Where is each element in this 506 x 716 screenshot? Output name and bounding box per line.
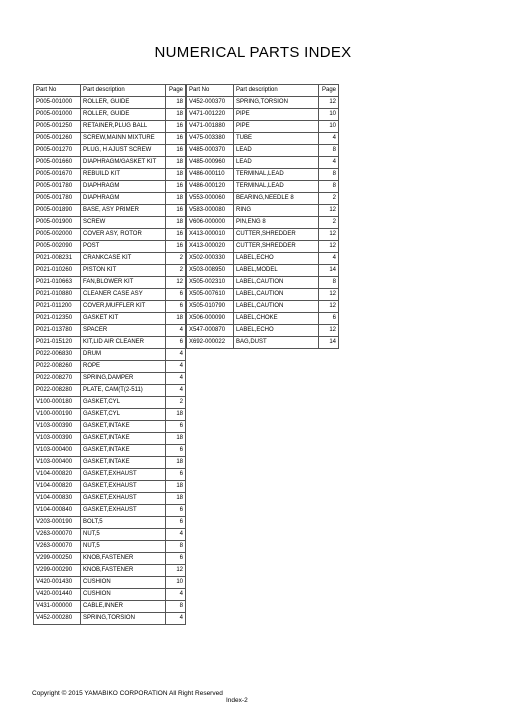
part-description-cell: SPRING,TORSION — [81, 613, 166, 625]
page-cell: 6 — [166, 505, 186, 517]
part-number-cell: P021-015120 — [34, 337, 81, 349]
part-number-cell: V420-001430 — [34, 577, 81, 589]
table-row — [34, 373, 186, 385]
part-number-cell: V452-000280 — [34, 613, 81, 625]
table-row — [34, 385, 186, 397]
part-number-cell: P005-001780 — [34, 181, 81, 193]
table-row — [187, 253, 339, 265]
page-cell: 8 — [319, 277, 339, 289]
table-row — [34, 133, 186, 145]
part-description-cell: GASKET,INTAKE — [81, 457, 166, 469]
part-description-cell: GASKET,EXHAUST — [81, 469, 166, 481]
table-row — [187, 157, 339, 169]
page-number: Index-2 — [226, 697, 248, 704]
page-cell: 8 — [166, 601, 186, 613]
part-description-cell: BOLT,5 — [81, 517, 166, 529]
part-number-cell: V104-000820 — [34, 481, 81, 493]
table-row — [187, 97, 339, 109]
parts-table-left — [33, 84, 186, 625]
header-description: Part description — [81, 85, 166, 97]
table-row — [34, 613, 186, 625]
part-description-cell: REBUILD KIT — [81, 169, 166, 181]
page-cell: 6 — [166, 337, 186, 349]
table-row — [34, 253, 186, 265]
part-number-cell: X503-008950 — [187, 265, 234, 277]
part-description-cell: LABEL,CAUTION — [234, 277, 319, 289]
part-number-cell: P005-002000 — [34, 229, 81, 241]
page-cell: 16 — [166, 241, 186, 253]
header-part-no: Part No — [187, 85, 234, 97]
part-description-cell: CUTTER,SHREDDER — [234, 241, 319, 253]
part-number-cell: V471-001220 — [187, 109, 234, 121]
part-description-cell: ROLLER, GUIDE — [81, 97, 166, 109]
part-description-cell: DIAPHRAGM — [81, 193, 166, 205]
part-description-cell: ROLLER, GUIDE — [81, 109, 166, 121]
part-description-cell: BAG,DUST — [234, 337, 319, 349]
part-description-cell: GASKET,INTAKE — [81, 445, 166, 457]
page-cell: 10 — [319, 109, 339, 121]
part-description-cell: SPRING,TORSION — [234, 97, 319, 109]
page-cell: 18 — [166, 109, 186, 121]
page-cell: 18 — [166, 169, 186, 181]
table-row — [187, 265, 339, 277]
part-number-cell: P021-008231 — [34, 253, 81, 265]
table-row — [34, 397, 186, 409]
part-number-cell: P005-001890 — [34, 205, 81, 217]
part-number-cell: V471-001880 — [187, 121, 234, 133]
page-cell: 4 — [166, 385, 186, 397]
part-number-cell: P005-001270 — [34, 145, 81, 157]
part-number-cell: V103-000390 — [34, 433, 81, 445]
page-cell: 2 — [166, 397, 186, 409]
part-description-cell: LABEL,CHOKE — [234, 313, 319, 325]
part-description-cell: CABLE,INNER — [81, 601, 166, 613]
table-row — [187, 169, 339, 181]
part-number-cell: X547-000870 — [187, 325, 234, 337]
part-number-cell: P021-013780 — [34, 325, 81, 337]
part-description-cell: COVER ASY, ROTOR — [81, 229, 166, 241]
part-number-cell: V100-000180 — [34, 397, 81, 409]
table-row — [34, 565, 186, 577]
part-number-cell: P005-001900 — [34, 217, 81, 229]
table-row — [34, 109, 186, 121]
table-header-row — [34, 85, 186, 97]
part-number-cell: X505-002310 — [187, 277, 234, 289]
page-cell: 8 — [319, 181, 339, 193]
table-row — [34, 589, 186, 601]
page-cell: 2 — [319, 217, 339, 229]
part-number-cell: P005-001660 — [34, 157, 81, 169]
page-cell: 6 — [166, 289, 186, 301]
part-description-cell: GASKET,CYL — [81, 409, 166, 421]
table-row — [34, 493, 186, 505]
table-row — [187, 217, 339, 229]
part-description-cell: LEAD — [234, 157, 319, 169]
part-description-cell: COVER,MUFFLER KIT — [81, 301, 166, 313]
part-number-cell: V104-000840 — [34, 505, 81, 517]
table-row — [34, 601, 186, 613]
part-number-cell: V104-000830 — [34, 493, 81, 505]
part-description-cell: RING — [234, 205, 319, 217]
page-cell: 16 — [166, 205, 186, 217]
page-cell: 8 — [319, 169, 339, 181]
part-description-cell: PLATE, CAM(T(2-511) — [81, 385, 166, 397]
part-description-cell: CUSHION — [81, 589, 166, 601]
table-row — [34, 313, 186, 325]
part-description-cell: BASE, ASY PRIMER — [81, 205, 166, 217]
page-title: NUMERICAL PARTS INDEX — [154, 44, 352, 61]
part-description-cell: ROPE — [81, 361, 166, 373]
part-description-cell: RETAINER,PLUG BALL — [81, 121, 166, 133]
table-row — [187, 337, 339, 349]
part-number-cell: P005-001000 — [34, 97, 81, 109]
table-row — [34, 325, 186, 337]
part-number-cell: P022-008270 — [34, 373, 81, 385]
part-number-cell: V583-000080 — [187, 205, 234, 217]
page-cell: 14 — [319, 337, 339, 349]
header-part-no: Part No — [34, 85, 81, 97]
part-description-cell: PIPE — [234, 109, 319, 121]
part-description-cell: NUT,5 — [81, 541, 166, 553]
part-number-cell: X502-000330 — [187, 253, 234, 265]
copyright-notice: Copyright © 2015 YAMABIKO CORPORATION All Right Reserved — [32, 690, 223, 697]
part-description-cell: CUSHION — [81, 577, 166, 589]
part-number-cell: V103-000400 — [34, 457, 81, 469]
header-page: Page — [319, 85, 339, 97]
page-cell: 10 — [319, 121, 339, 133]
table-row — [34, 505, 186, 517]
page-cell: 12 — [166, 565, 186, 577]
page-cell: 18 — [166, 433, 186, 445]
part-number-cell: V100-000190 — [34, 409, 81, 421]
page-cell: 18 — [166, 481, 186, 493]
part-description-cell: KNOB,FASTENER — [81, 565, 166, 577]
page-cell: 4 — [166, 529, 186, 541]
part-number-cell: P005-001780 — [34, 193, 81, 205]
table-row — [34, 541, 186, 553]
part-description-cell: CLEANER CASE ASY — [81, 289, 166, 301]
table-row — [34, 445, 186, 457]
part-number-cell: V299-000250 — [34, 553, 81, 565]
table-row — [187, 109, 339, 121]
page-cell: 18 — [166, 313, 186, 325]
page-cell: 4 — [166, 373, 186, 385]
part-description-cell: SCREW,MAINN MIXTURE — [81, 133, 166, 145]
part-number-cell: X692-000022 — [187, 337, 234, 349]
part-description-cell: PIPE — [234, 121, 319, 133]
header-description: Part description — [234, 85, 319, 97]
part-number-cell: V420-001440 — [34, 589, 81, 601]
part-description-cell: PISTON KIT — [81, 265, 166, 277]
part-number-cell: X505-007610 — [187, 289, 234, 301]
part-description-cell: KIT,LID AIR CLEANER — [81, 337, 166, 349]
page-cell: 18 — [166, 493, 186, 505]
part-description-cell: DRUM — [81, 349, 166, 361]
page-cell: 16 — [166, 121, 186, 133]
part-number-cell: V203-000190 — [34, 517, 81, 529]
part-number-cell: P021-011200 — [34, 301, 81, 313]
page-cell: 8 — [319, 145, 339, 157]
part-number-cell: P021-010880 — [34, 289, 81, 301]
page-cell: 16 — [166, 145, 186, 157]
part-number-cell: V452-000370 — [187, 97, 234, 109]
page-cell: 6 — [166, 517, 186, 529]
table-row — [34, 301, 186, 313]
page-cell: 18 — [166, 457, 186, 469]
table-row — [187, 301, 339, 313]
part-description-cell: CUTTER,SHREDDER — [234, 229, 319, 241]
page-cell: 10 — [166, 577, 186, 589]
part-description-cell: BEARING,NEEDLE 8 — [234, 193, 319, 205]
page-cell: 4 — [166, 613, 186, 625]
table-row — [34, 349, 186, 361]
part-description-cell: LABEL,ECHO — [234, 325, 319, 337]
part-number-cell: V485-000960 — [187, 157, 234, 169]
table-row — [34, 121, 186, 133]
part-description-cell: TERMINAL,LEAD — [234, 169, 319, 181]
part-description-cell: LABEL,CAUTION — [234, 289, 319, 301]
table-row — [34, 97, 186, 109]
table-row — [34, 277, 186, 289]
part-description-cell: GASKET,INTAKE — [81, 433, 166, 445]
page-cell: 12 — [319, 241, 339, 253]
part-number-cell: V486-000110 — [187, 169, 234, 181]
part-number-cell: P005-001000 — [34, 109, 81, 121]
part-description-cell: GASKET,EXHAUST — [81, 481, 166, 493]
part-description-cell: PIN,ENG 8 — [234, 217, 319, 229]
part-number-cell: P005-001260 — [34, 133, 81, 145]
part-description-cell: CRANKCASE KIT — [81, 253, 166, 265]
table-row — [187, 133, 339, 145]
page-cell: 18 — [166, 97, 186, 109]
part-description-cell: LEAD — [234, 145, 319, 157]
part-number-cell: V606-000000 — [187, 217, 234, 229]
page-cell: 18 — [166, 217, 186, 229]
part-description-cell: GASKET,INTAKE — [81, 421, 166, 433]
page-cell: 16 — [166, 229, 186, 241]
part-number-cell: P021-010663 — [34, 277, 81, 289]
page-cell: 18 — [166, 193, 186, 205]
page-cell: 4 — [319, 253, 339, 265]
table-row — [34, 409, 186, 421]
parts-table-right — [186, 84, 339, 349]
table-row — [34, 181, 186, 193]
table-row — [34, 205, 186, 217]
part-description-cell: TUBE — [234, 133, 319, 145]
page-cell: 6 — [166, 421, 186, 433]
part-description-cell: SPRING,DAMPER — [81, 373, 166, 385]
page-cell: 4 — [319, 133, 339, 145]
page-cell: 12 — [319, 97, 339, 109]
table-row — [34, 469, 186, 481]
part-description-cell: DIAPHRAGM — [81, 181, 166, 193]
table-row — [34, 145, 186, 157]
page-cell: 12 — [319, 289, 339, 301]
table-row — [34, 265, 186, 277]
page-cell: 8 — [166, 541, 186, 553]
part-description-cell: KNOB,FASTENER — [81, 553, 166, 565]
table-row — [34, 193, 186, 205]
part-description-cell: PLUG, H AJUST SCREW — [81, 145, 166, 157]
page-cell: 12 — [319, 301, 339, 313]
part-description-cell: GASKET,CYL — [81, 397, 166, 409]
part-number-cell: P022-008280 — [34, 385, 81, 397]
table-row — [187, 205, 339, 217]
part-number-cell: P005-001670 — [34, 169, 81, 181]
page-cell: 4 — [166, 361, 186, 373]
page-cell: 6 — [166, 469, 186, 481]
part-description-cell: LABEL,ECHO — [234, 253, 319, 265]
table-row — [187, 313, 339, 325]
table-row — [34, 241, 186, 253]
part-number-cell: P021-012350 — [34, 313, 81, 325]
page-cell: 4 — [166, 325, 186, 337]
part-number-cell: V485-000370 — [187, 145, 234, 157]
part-number-cell: X413-000020 — [187, 241, 234, 253]
part-number-cell: X505-010790 — [187, 301, 234, 313]
part-number-cell: P005-001250 — [34, 121, 81, 133]
table-row — [34, 337, 186, 349]
table-row — [187, 121, 339, 133]
table-row — [34, 529, 186, 541]
page-cell: 12 — [166, 277, 186, 289]
table-header-row — [187, 85, 339, 97]
table-row — [34, 229, 186, 241]
table-row — [34, 577, 186, 589]
part-description-cell: POST — [81, 241, 166, 253]
table-row — [34, 361, 186, 373]
page-cell: 12 — [319, 205, 339, 217]
part-description-cell: TERMINAL,LEAD — [234, 181, 319, 193]
table-row — [34, 421, 186, 433]
part-description-cell: SCREW — [81, 217, 166, 229]
table-row — [34, 517, 186, 529]
part-description-cell: LABEL,MODEL — [234, 265, 319, 277]
table-row — [34, 457, 186, 469]
part-description-cell: NUT,5 — [81, 529, 166, 541]
table-row — [34, 157, 186, 169]
part-number-cell: V103-000400 — [34, 445, 81, 457]
page-cell: 2 — [319, 193, 339, 205]
part-number-cell: V431-000000 — [34, 601, 81, 613]
table-row — [34, 481, 186, 493]
table-row — [34, 169, 186, 181]
part-number-cell: P022-006830 — [34, 349, 81, 361]
table-row — [34, 289, 186, 301]
part-description-cell: GASKET,EXHAUST — [81, 505, 166, 517]
part-number-cell: V486-000120 — [187, 181, 234, 193]
part-description-cell: DIAPHRAGM/GASKET KIT — [81, 157, 166, 169]
page-cell: 12 — [319, 229, 339, 241]
part-description-cell: GASKET KIT — [81, 313, 166, 325]
part-number-cell: V475-003380 — [187, 133, 234, 145]
part-number-cell: P022-008260 — [34, 361, 81, 373]
table-row — [187, 325, 339, 337]
table-row — [34, 553, 186, 565]
table-row — [34, 217, 186, 229]
page-cell: 14 — [319, 265, 339, 277]
page-cell: 2 — [166, 253, 186, 265]
page-cell: 18 — [166, 409, 186, 421]
page-cell: 6 — [319, 313, 339, 325]
part-description-cell: LABEL,CAUTION — [234, 301, 319, 313]
part-description-cell: FAN,BLOWER KIT — [81, 277, 166, 289]
header-page: Page — [166, 85, 186, 97]
page-cell: 4 — [166, 349, 186, 361]
table-row — [187, 145, 339, 157]
page-cell: 16 — [166, 133, 186, 145]
part-number-cell: V104-000820 — [34, 469, 81, 481]
page-cell: 16 — [166, 181, 186, 193]
table-row — [187, 193, 339, 205]
table-row — [187, 181, 339, 193]
table-row — [187, 229, 339, 241]
table-row — [187, 241, 339, 253]
page-cell: 12 — [319, 325, 339, 337]
part-number-cell: V299-000290 — [34, 565, 81, 577]
part-description-cell: SPACER — [81, 325, 166, 337]
page-cell: 6 — [166, 445, 186, 457]
part-number-cell: P005-002090 — [34, 241, 81, 253]
table-row — [187, 289, 339, 301]
page-cell: 4 — [319, 157, 339, 169]
page-cell: 18 — [166, 157, 186, 169]
part-number-cell: X506-000090 — [187, 313, 234, 325]
part-description-cell: GASKET,EXHAUST — [81, 493, 166, 505]
table-row — [187, 277, 339, 289]
page-cell: 6 — [166, 553, 186, 565]
page-cell: 4 — [166, 589, 186, 601]
part-number-cell: P021-010260 — [34, 265, 81, 277]
page-cell: 6 — [166, 301, 186, 313]
part-number-cell: V103-000390 — [34, 421, 81, 433]
page-cell: 2 — [166, 265, 186, 277]
table-row — [34, 433, 186, 445]
part-number-cell: X413-000010 — [187, 229, 234, 241]
part-number-cell: V263-000070 — [34, 541, 81, 553]
part-number-cell: V553-000060 — [187, 193, 234, 205]
part-number-cell: V263-000070 — [34, 529, 81, 541]
